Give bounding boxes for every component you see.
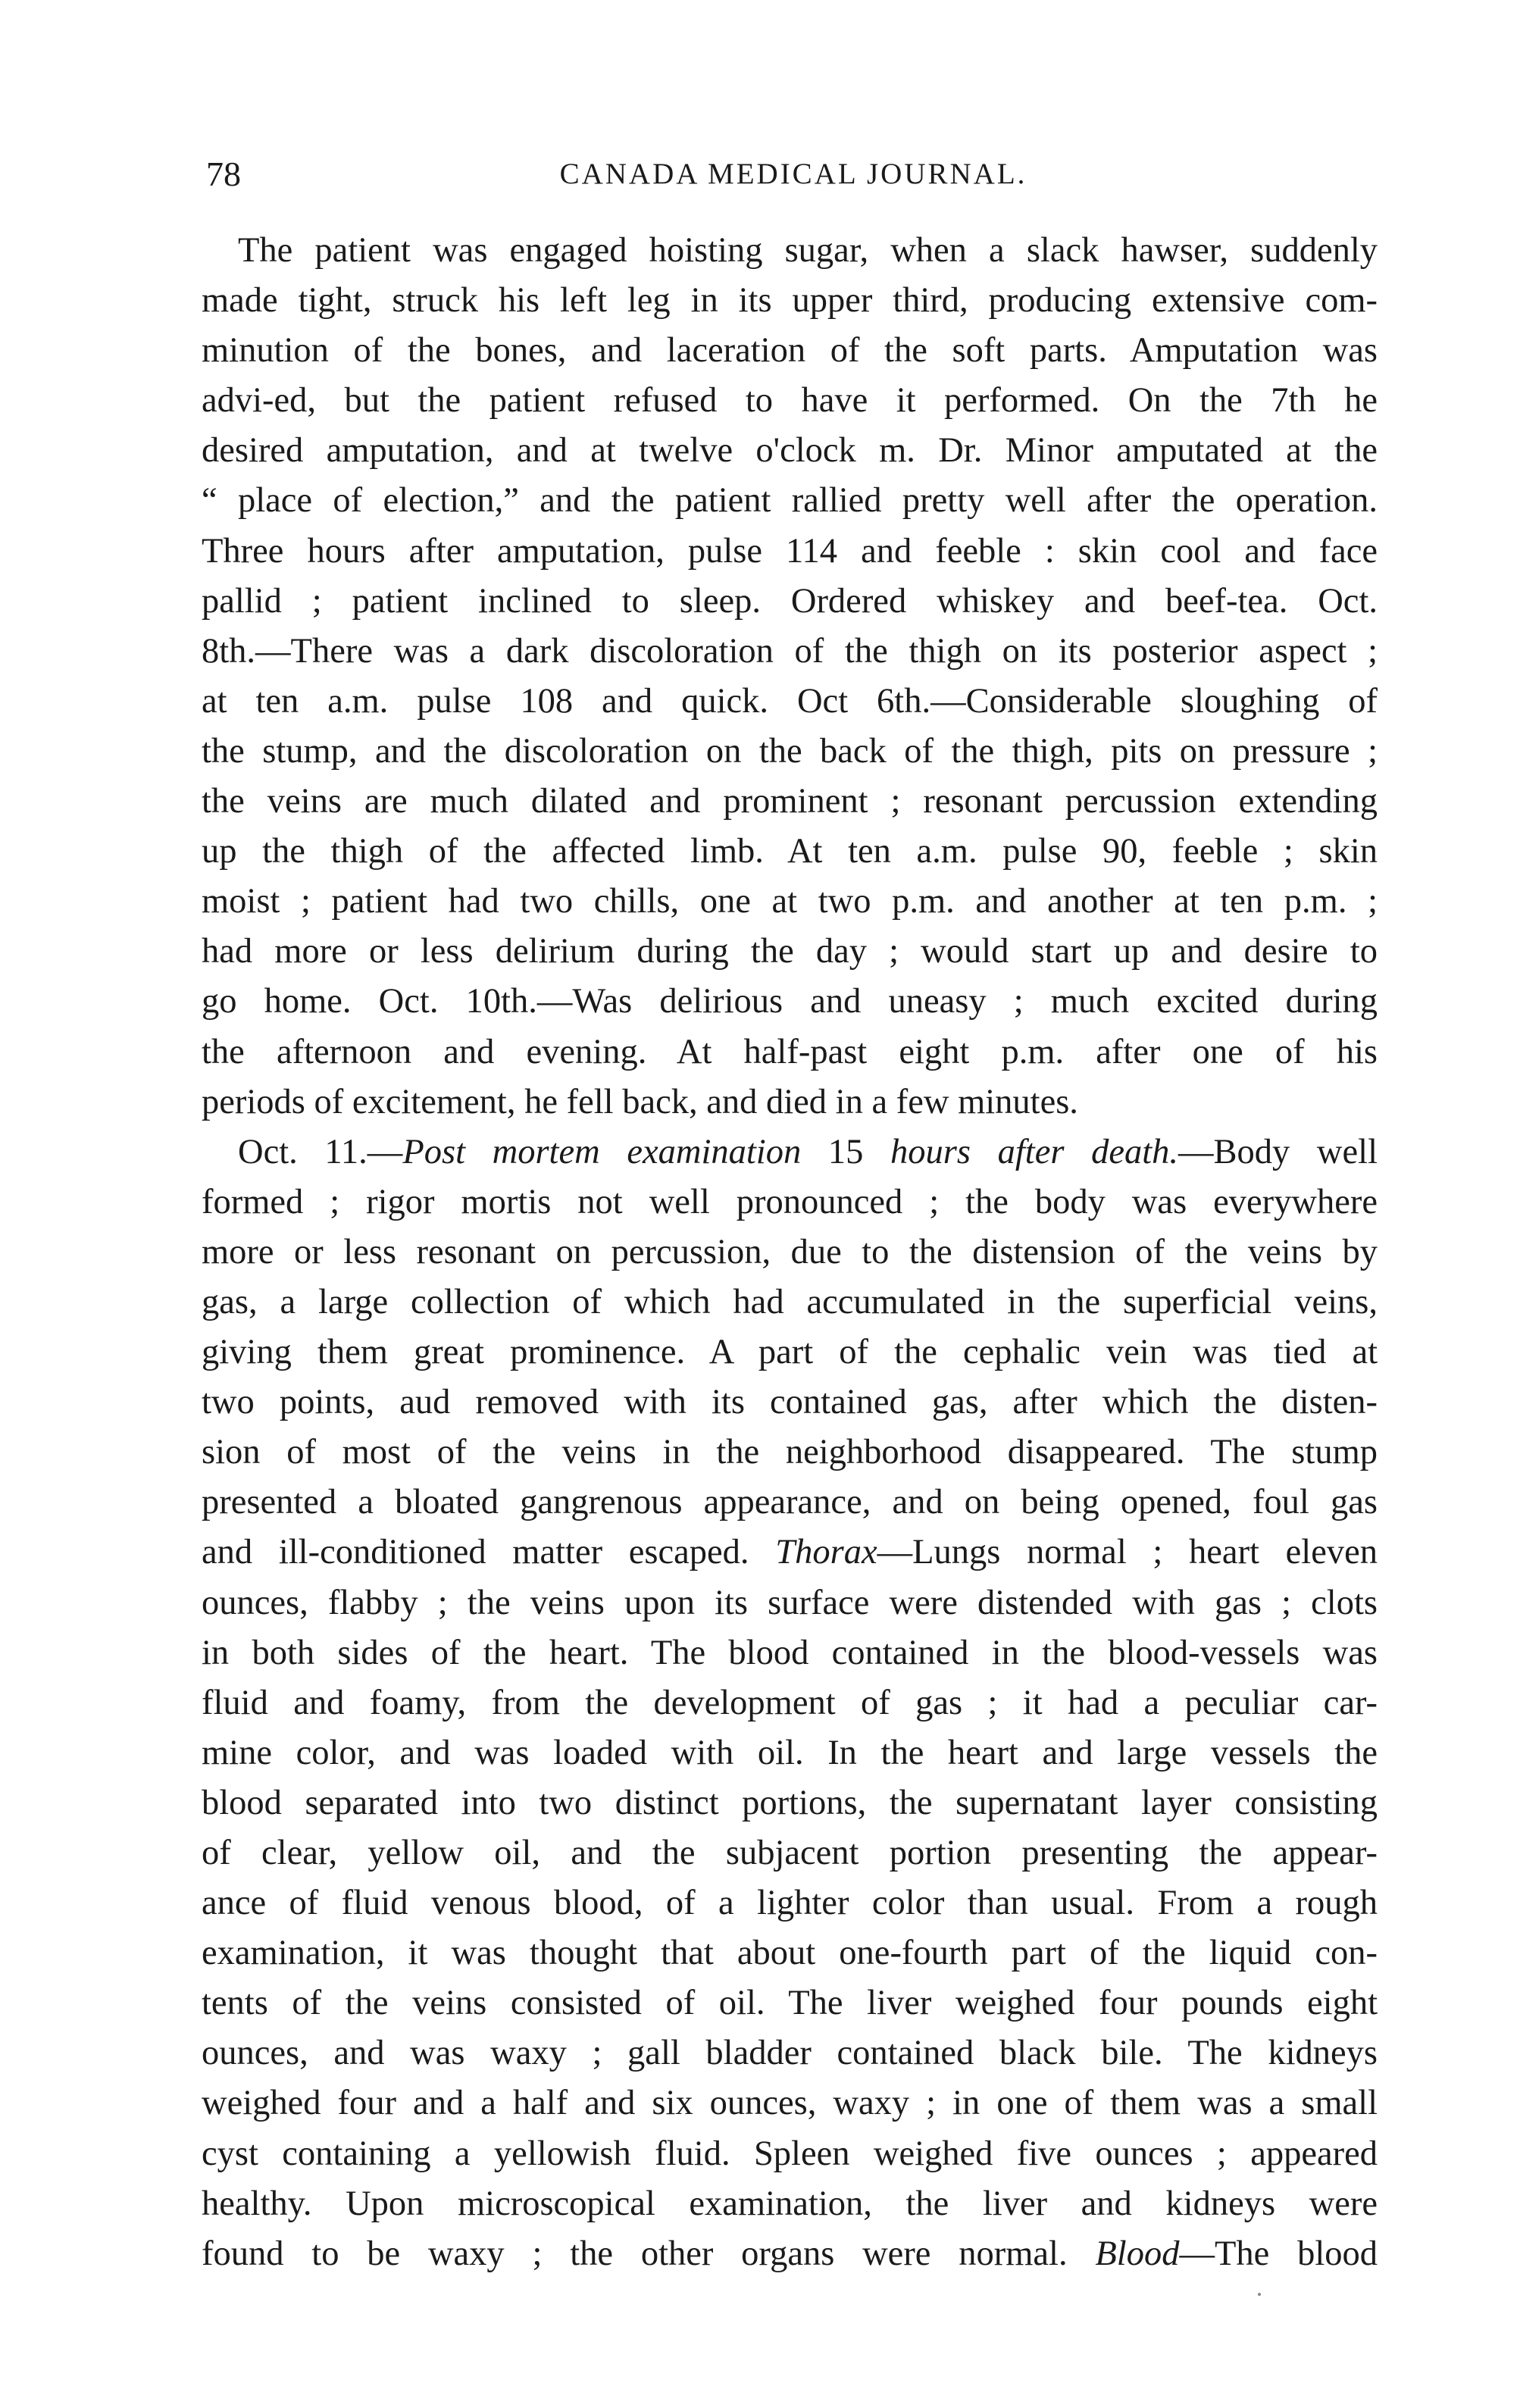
text-segment: 8th.—There was a dark discoloration of the thigh on its posterior aspect ; (202, 631, 1378, 671)
page-number: 78 (206, 155, 241, 193)
text-line (202, 1678, 1378, 1728)
text-line (202, 727, 1378, 777)
text-segment: the afternoon and evening. At half-past eight p.m. after one of his (202, 1032, 1378, 1071)
text-segment: tents of the veins consisted of oil. The liver weighed four pounds eight (202, 1984, 1378, 2023)
text-line (202, 1578, 1378, 1628)
text-line (202, 677, 1378, 727)
text-segment: up the thigh of the affected limb. At ten a.m. pulse 90, feeble ; skin (202, 832, 1378, 871)
text-segment: cyst containing a yellowish fluid. Spleen weighed five ounces ; appeared (202, 2134, 1378, 2173)
text-line (202, 1978, 1378, 2028)
text-segment: mine color, and was loaded with oil. In the heart and large vessels the (202, 1733, 1378, 1772)
italic-text: Thorax (775, 1533, 877, 1572)
text-line (202, 476, 1378, 526)
text-segment: minution of the bones, and laceration of the soft parts. Amputation was (202, 331, 1378, 371)
text-line (202, 1478, 1378, 1528)
text-segment: giving them great prominence. A part of the cephalic vein was tied at (202, 1333, 1378, 1372)
text-segment: the stump, and the discoloration on the back of the thigh, pits on pressure ; (202, 731, 1378, 771)
text-line (202, 1778, 1378, 1828)
text-segment: advi-ed, but the patient refused to have it performed. On the 7th he (202, 381, 1378, 421)
text-line (202, 1277, 1378, 1328)
text-segment: presented a bloated gangrenous appearance, and on being opened, foul gas (202, 1483, 1378, 1522)
italic-text: hours after death. (890, 1132, 1179, 1171)
text-segment: sion of most of the veins in the neighborhood disappeared. The stump (202, 1433, 1378, 1472)
text-line (202, 1878, 1378, 1928)
journal-title: CANADA MEDICAL JOURNAL. (559, 158, 1027, 190)
text-line (202, 927, 1378, 977)
text-segment: the veins are much dilated and prominent ; resonant percussion extending (202, 782, 1378, 821)
text-segment: —The blood (1179, 2234, 1378, 2273)
text-segment: blood separated into two distinct portions, the supernatant layer consisting (202, 1783, 1378, 1822)
text-line (202, 226, 1378, 276)
text-line (202, 1528, 1378, 1578)
text-segment: moist ; patient had two chills, one at two p.m. and another at ten p.m. ; (202, 882, 1378, 921)
text-line (202, 1628, 1378, 1678)
text-line (202, 1428, 1378, 1478)
text-segment: formed ; rigor mortis not well pronounced ; the body was everywhere (202, 1182, 1378, 1221)
text-segment: had more or less delirium during the day ; would start up and desire to (202, 932, 1378, 971)
text-line (202, 1378, 1378, 1428)
text-segment: examination, it was thought that about one-fourth part of the liquid con- (202, 1934, 1378, 1973)
text-segment: found to be waxy ; the other organs were normal. (202, 2234, 1096, 2273)
text-segment: of clear, yellow oil, and the subjacent portion presenting the appear- (202, 1834, 1378, 1872)
text-segment: go home. Oct. 10th.—Was delirious and uneasy ; much excited during (202, 982, 1378, 1021)
italic-text: Blood (1095, 2234, 1180, 2273)
text-segment: Oct. 11.— (238, 1132, 403, 1171)
text-line (202, 1328, 1378, 1378)
text-segment: pallid ; patient inclined to sleep. Ordered whiskey and beef-tea. Oct. (202, 581, 1378, 621)
text-segment: and ill-conditioned matter escaped. (202, 1533, 776, 1572)
text-line (202, 1227, 1378, 1277)
text-segment: weighed four and a half and six ounces, waxy ; in one of them was a small (202, 2084, 1378, 2123)
text-segment: ounces, flabby ; the veins upon its surface were distended with gas ; clots (202, 1583, 1378, 1622)
text-line (202, 527, 1378, 577)
text-line (202, 376, 1378, 426)
paper-speck (1258, 2293, 1261, 2296)
text-segment: —Lungs normal ; heart eleven (877, 1533, 1378, 1572)
text-line (202, 1027, 1378, 1077)
text-line (202, 577, 1378, 627)
text-line (202, 276, 1378, 326)
text-segment: The patient was engaged hoisting sugar, when a slack hawser, suddenly (238, 231, 1378, 270)
text-segment: made tight, struck his left leg in its upper third, producing extensive com- (202, 281, 1378, 321)
text-segment: in both sides of the heart. The blood contained in the blood-vessels was (202, 1633, 1378, 1672)
text-segment: healthy. Upon microscopical examination, the liver and kidneys were (202, 2184, 1378, 2223)
text-segment: two points, aud removed with its contained gas, after which the disten- (202, 1383, 1378, 1422)
text-segment: Three hours after amputation, pulse 114 and feeble : skin cool and face (202, 531, 1378, 571)
text-segment: at ten a.m. pulse 108 and quick. Oct 6th.—Considerable sloughing of (202, 681, 1378, 721)
text-line (202, 1728, 1378, 1778)
running-head (206, 152, 1381, 197)
text-segment: periods of excitement, he fell back, and died in a few minutes. (202, 1082, 1078, 1121)
text-line (202, 1177, 1378, 1227)
text-segment: “ place of election,” and the patient rallied pretty well after the operation. (202, 481, 1378, 521)
text-line (202, 326, 1378, 376)
text-line (202, 777, 1378, 827)
text-segment: gas, a large collection of which had accumulated in the superficial veins, (202, 1282, 1378, 1321)
text-line (202, 1928, 1378, 1978)
text-segment: fluid and foamy, from the development of gas ; it had a peculiar car- (202, 1683, 1378, 1722)
text-segment: 15 (801, 1132, 891, 1171)
text-line (202, 627, 1378, 677)
text-line (202, 827, 1378, 877)
text-line (202, 2129, 1378, 2179)
text-line (202, 2028, 1378, 2078)
italic-text: Post mortem examination (402, 1132, 802, 1171)
text-line (202, 877, 1378, 927)
text-line (202, 1127, 1378, 1177)
text-line (202, 1077, 1378, 1127)
text-segment: desired amputation, and at twelve o'clock m. Dr. Minor amputated at the (202, 431, 1378, 471)
text-segment: more or less resonant on percussion, due to the distension of the veins by (202, 1232, 1378, 1271)
text-line (202, 2229, 1378, 2279)
body-text (202, 226, 1378, 2279)
text-segment: —Body well (1178, 1132, 1378, 1171)
text-line (202, 977, 1378, 1027)
text-line (202, 2179, 1378, 2229)
text-line (202, 426, 1378, 476)
text-segment: ounces, and was waxy ; gall bladder contained black bile. The kidneys (202, 2034, 1378, 2073)
text-segment: ance of fluid venous blood, of a lighter color than usual. From a rough (202, 1884, 1378, 1923)
text-line (202, 1828, 1378, 1878)
text-line (202, 2078, 1378, 2128)
